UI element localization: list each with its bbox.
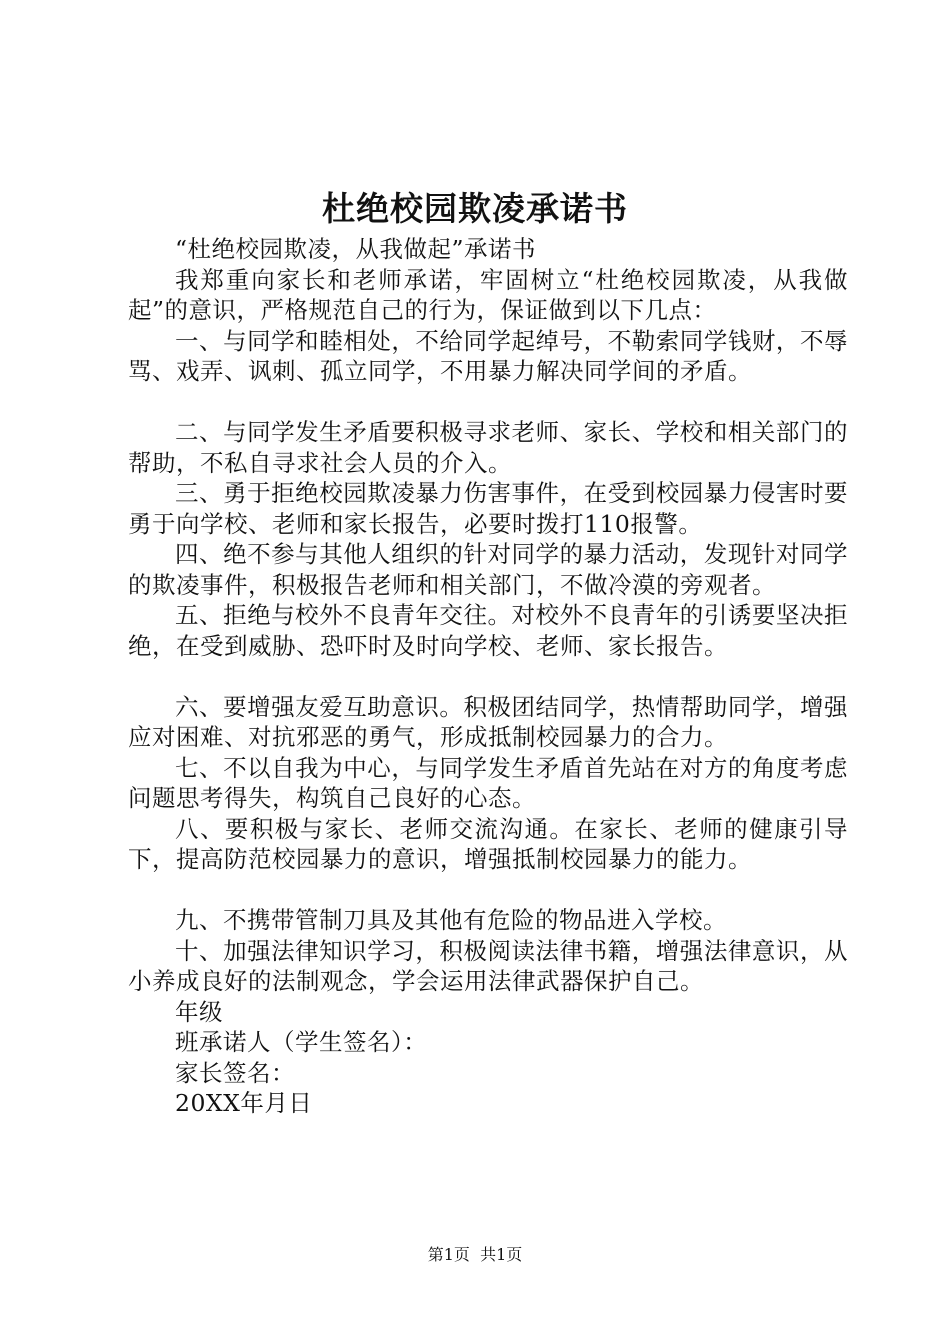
item-9: 九、不携带管制刀具及其他有危险的物品进入学校。 (175, 906, 727, 934)
item-8: 八、要积极与家长、老师交流沟通。在家长、老师的健康引导下，提高防范校园暴力的意识，增强抵制校园暴力的能力。 (128, 814, 848, 873)
student-signature-label: 班承诺人（学生签名）： (175, 1028, 428, 1056)
item-7: 七、不以自我为中心，与同学发生矛盾首先站在对方的角度考虑问题思考得失，构筑自己良好的心态。 (128, 753, 848, 812)
paragraph-spacer (128, 387, 848, 418)
date-line: 20XX年月日 (175, 1089, 313, 1117)
parent-signature-label: 家长签名： (175, 1058, 295, 1087)
item-4: 四、绝不参与其他人组织的针对同学的暴力活动，发现针对同学的欺凌事件，积极报告老师和相关部门，不做冷漠的旁观者。 (128, 540, 848, 599)
page-number: 第1页 (427, 1245, 470, 1264)
subtitle-line: “杜绝校园欺凌，从我做起”承诺书 (175, 235, 537, 263)
footer-separator (470, 1245, 480, 1264)
document-body (128, 234, 848, 1119)
paragraph-spacer (128, 661, 848, 692)
item-3: 三、勇于拒绝校园欺凌暴力伤害事件，在受到校园暴力侵害时要勇于向学校、老师和家长报告，必要时拨打110报警。 (128, 479, 848, 538)
grade-label: 年级 (175, 997, 223, 1026)
item-5: 五、拒绝与校外不良青年交往。对校外不良青年的引诱要坚决拒绝，在受到威胁、恐吓时及时向学校、老师、家长报告。 (128, 601, 848, 660)
page-footer (0, 1244, 950, 1266)
page-total: 共1页 (480, 1245, 523, 1264)
item-10: 十、加强法律知识学习，积极阅读法律书籍，增强法律意识，从小养成良好的法制观念，学会运用法律武器保护自己。 (128, 936, 848, 995)
intro-paragraph: 我郑重向家长和老师承诺，牢固树立“杜绝校园欺凌，从我做起”的意识，严格规范自己的行为，保证做到以下几点： (128, 265, 848, 324)
item-1: 一、与同学和睦相处，不给同学起绰号，不勒索同学钱财，不辱骂、戏弄、讽刺、孤立同学，不用暴力解决同学间的矛盾。 (128, 326, 848, 385)
document-title: 杜绝校园欺凌承诺书 (322, 189, 628, 228)
paragraph-spacer (128, 875, 848, 906)
item-2: 二、与同学发生矛盾要积极寻求老师、家长、学校和相关部门的帮助，不私自寻求社会人员的介入。 (128, 418, 848, 477)
item-6: 六、要增强友爱互助意识。积极团结同学，热情帮助同学，增强应对困难、对抗邪恶的勇气，形成抵制校园暴力的合力。 (128, 692, 848, 751)
